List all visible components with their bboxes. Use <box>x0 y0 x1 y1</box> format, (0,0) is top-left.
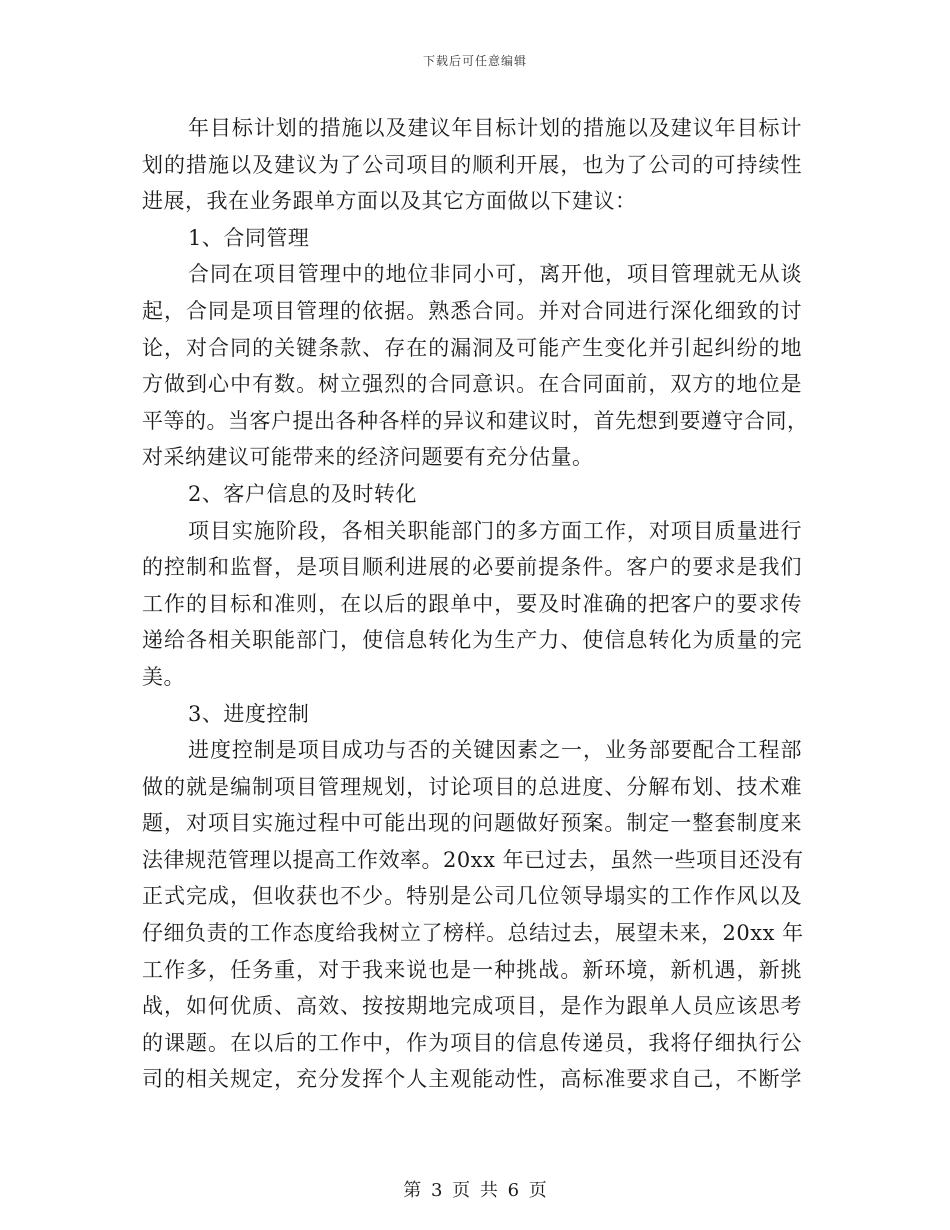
text-line: 司的相关规定，充分发挥个人主观能动性，高标准要求自己，不断学 <box>142 1067 802 1092</box>
page-header: 下载后可任意编辑 <box>422 54 527 68</box>
page-footer: 第 3 页 共 6 页 <box>403 1180 547 1201</box>
text-line: 起，合同是项目管理的依据。熟悉合同。并对合同进行深化细致的讨 <box>142 298 802 323</box>
text-line: 合同在项目管理中的地位非同小可，离开他，项目管理就无从谈 <box>188 262 802 287</box>
text-line: 法律规范管理以提高工作效率。20xx 年已过去，虽然一些项目还没有 <box>142 847 804 872</box>
text-line: 1、合同管理 <box>188 225 310 250</box>
text-line: 3、进度控制 <box>188 701 310 726</box>
text-line: 战，如何优质、高效、按按期地完成项目，是作为跟单人员应该思考 <box>142 994 802 1019</box>
text-line: 工作的目标和准则，在以后的跟单中，要及时准确的把客户的要求传 <box>142 591 802 616</box>
text-line: 正式完成，但收获也不少。特别是公司几位领导塌实的工作作风以及 <box>142 884 802 909</box>
text-line: 年目标计划的措施以及建议年目标计划的措施以及建议年目标计 <box>188 116 802 140</box>
text-line: 进度控制是项目成功与否的关键因素之一，业务部要配合工程部 <box>188 738 802 763</box>
text-line: 方做到心中有数。树立强烈的合同意识。在合同面前，双方的地位是 <box>142 372 802 397</box>
text-line: 2、客户信息的及时转化 <box>188 481 417 506</box>
text-line: 论，对合同的关键条款、存在的漏洞及可能产生变化并引起纠纷的地 <box>142 335 802 360</box>
text-line: 美。 <box>142 664 185 689</box>
text-line: 的控制和监督，是项目顺利进展的必要前提条件。客户的要求是我们 <box>142 555 802 580</box>
text-line: 做的就是编制项目管理规划，讨论项目的总进度、分解布划、技术难 <box>142 774 802 799</box>
text-line: 划的措施以及建议为了公司项目的顺利开展，也为了公司的可持续性 <box>142 152 802 177</box>
text-line: 对采纳建议可能带来的经济问题要有充分估量。 <box>142 445 594 470</box>
text-line: 递给各相关职能部门，使信息转化为生产力、使信息转化为质量的完 <box>142 628 802 653</box>
text-line: 进展，我在业务跟单方面以及其它方面做以下建议： <box>142 189 637 214</box>
document-body <box>142 110 809 1098</box>
text-line: 工作多，任务重，对于我来说也是一种挑战。新环境，新机遇，新挑 <box>142 957 802 982</box>
text-line: 项目实施阶段，各相关职能部门的多方面工作，对项目质量进行 <box>188 518 802 543</box>
text-line: 题，对项目实施过程中可能出现的问题做好预案。制定一整套制度来 <box>142 811 802 836</box>
text-line: 的课题。在以后的工作中，作为项目的信息传递员，我将仔细执行公 <box>142 1030 802 1055</box>
text-line: 仔细负责的工作态度给我树立了榜样。总结过去，展望未来，20xx 年 <box>142 921 804 946</box>
text-line: 平等的。当客户提出各种各样的异议和建议时，首先想到要遵守合同， <box>142 408 809 433</box>
